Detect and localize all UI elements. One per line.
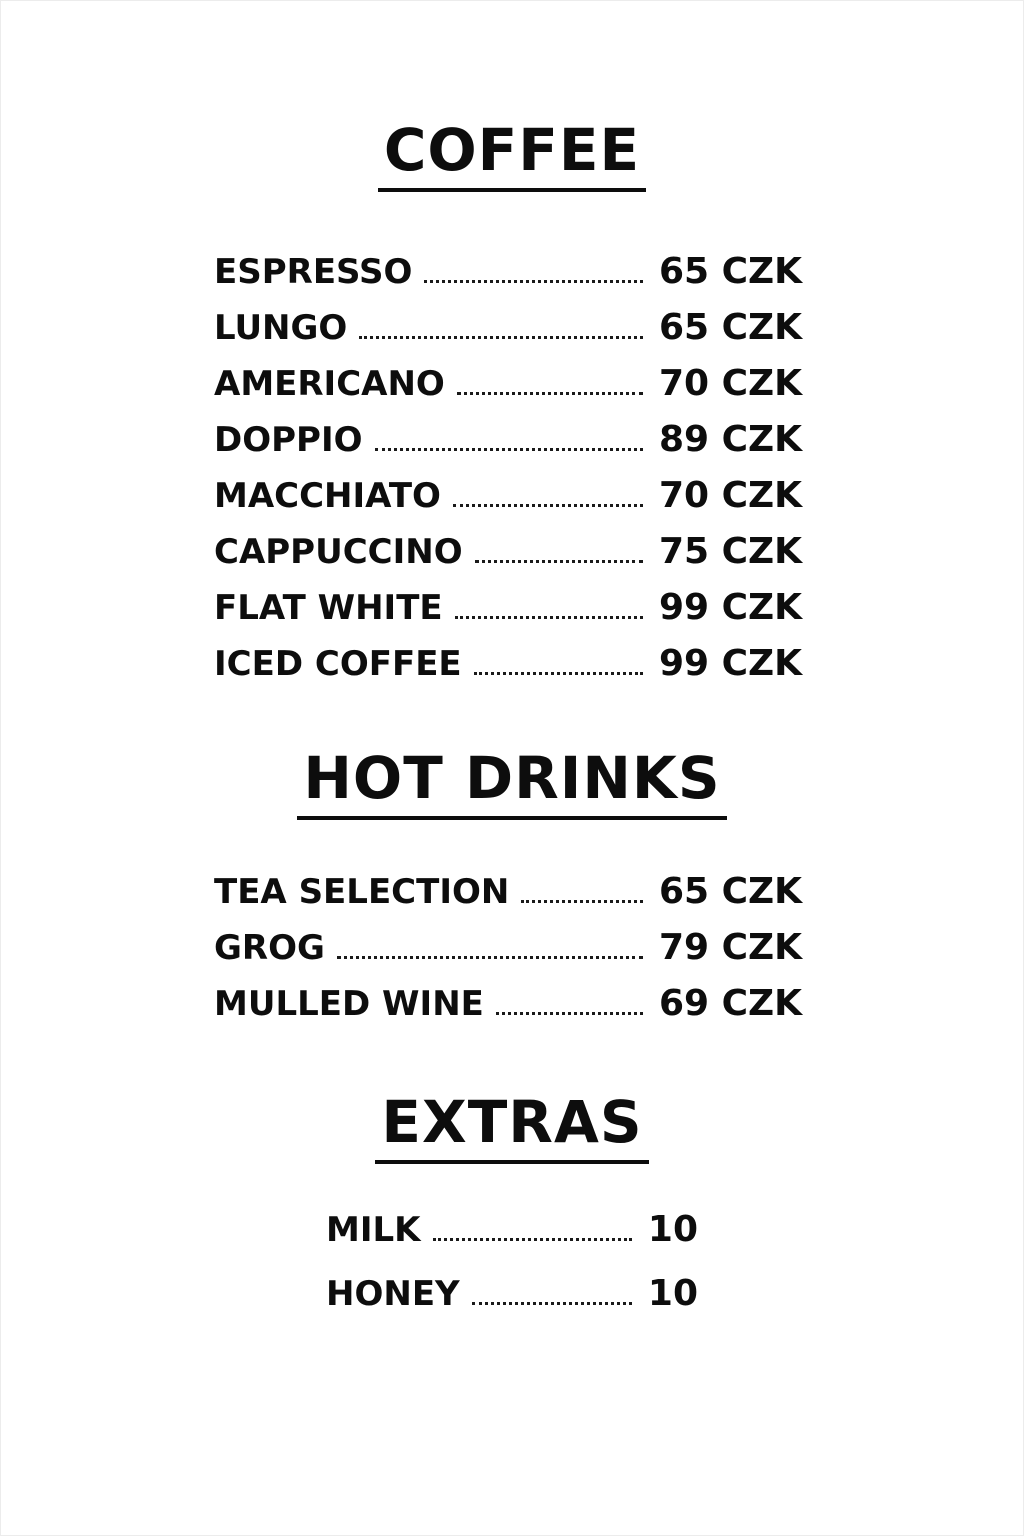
- item-price: 99 CZK: [658, 587, 802, 628]
- item-price: 75 CZK: [658, 531, 802, 572]
- coffee-section-header: [0, 118, 1024, 192]
- item-name: TEA SELECTION: [214, 872, 510, 912]
- item-name: AMERICANO: [214, 364, 445, 404]
- item-name: MILK: [326, 1210, 421, 1250]
- item-name: HONEY: [326, 1274, 460, 1314]
- dot-leader: [359, 336, 643, 339]
- item-name: DOPPIO: [214, 420, 363, 460]
- section-title-hot-drinks: HOT DRINKS: [297, 746, 726, 820]
- item-name: MACCHIATO: [214, 476, 441, 516]
- menu-item-cappuccino: [214, 516, 802, 572]
- item-price: 70 CZK: [658, 475, 802, 516]
- coffee-menu-list: [214, 236, 802, 684]
- menu-item-grog: [214, 912, 802, 968]
- item-price: 10: [647, 1209, 698, 1250]
- menu-item-americano: [214, 348, 802, 404]
- section-title-extras: EXTRAS: [375, 1090, 648, 1164]
- menu-item-macchiato: [214, 460, 802, 516]
- item-name: FLAT WHITE: [214, 588, 443, 628]
- dot-leader: [337, 956, 643, 959]
- item-price: 70 CZK: [658, 363, 802, 404]
- item-name: ESPRESSO: [214, 252, 413, 292]
- menu-item-iced-coffee: [214, 628, 802, 684]
- dot-leader: [472, 1302, 632, 1305]
- dot-leader: [424, 280, 643, 283]
- menu-item-espresso: [214, 236, 802, 292]
- section-title-coffee: COFFEE: [378, 118, 646, 192]
- item-price: 65 CZK: [658, 251, 802, 292]
- item-price: 89 CZK: [658, 419, 802, 460]
- menu-item-lungo: [214, 292, 802, 348]
- dot-leader: [475, 560, 643, 563]
- dot-leader: [433, 1238, 632, 1241]
- menu-item-tea-selection: [214, 856, 802, 912]
- dot-leader: [453, 504, 643, 507]
- item-price: 65 CZK: [658, 307, 802, 348]
- hot-drinks-section-header: [0, 746, 1024, 820]
- dot-leader: [496, 1012, 643, 1015]
- item-name: CAPPUCCINO: [214, 532, 463, 572]
- item-price: 99 CZK: [658, 643, 802, 684]
- menu-item-honey: [326, 1250, 698, 1314]
- extras-section-header: [0, 1090, 1024, 1164]
- menu-item-doppio: [214, 404, 802, 460]
- item-price: 79 CZK: [658, 927, 802, 968]
- dot-leader: [455, 616, 643, 619]
- item-name: MULLED WINE: [214, 984, 484, 1024]
- item-price: 10: [647, 1273, 698, 1314]
- menu-item-flat-white: [214, 572, 802, 628]
- dot-leader: [474, 672, 643, 675]
- extras-menu-list: [326, 1186, 698, 1314]
- item-price: 69 CZK: [658, 983, 802, 1024]
- hot-drinks-menu-list: [214, 856, 802, 1024]
- item-name: LUNGO: [214, 308, 348, 348]
- item-price: 65 CZK: [658, 871, 802, 912]
- menu-item-milk: [326, 1186, 698, 1250]
- dot-leader: [375, 448, 643, 451]
- item-name: ICED COFFEE: [214, 644, 462, 684]
- item-name: GROG: [214, 928, 325, 968]
- dot-leader: [521, 900, 643, 903]
- menu-item-mulled-wine: [214, 968, 802, 1024]
- dot-leader: [457, 392, 643, 395]
